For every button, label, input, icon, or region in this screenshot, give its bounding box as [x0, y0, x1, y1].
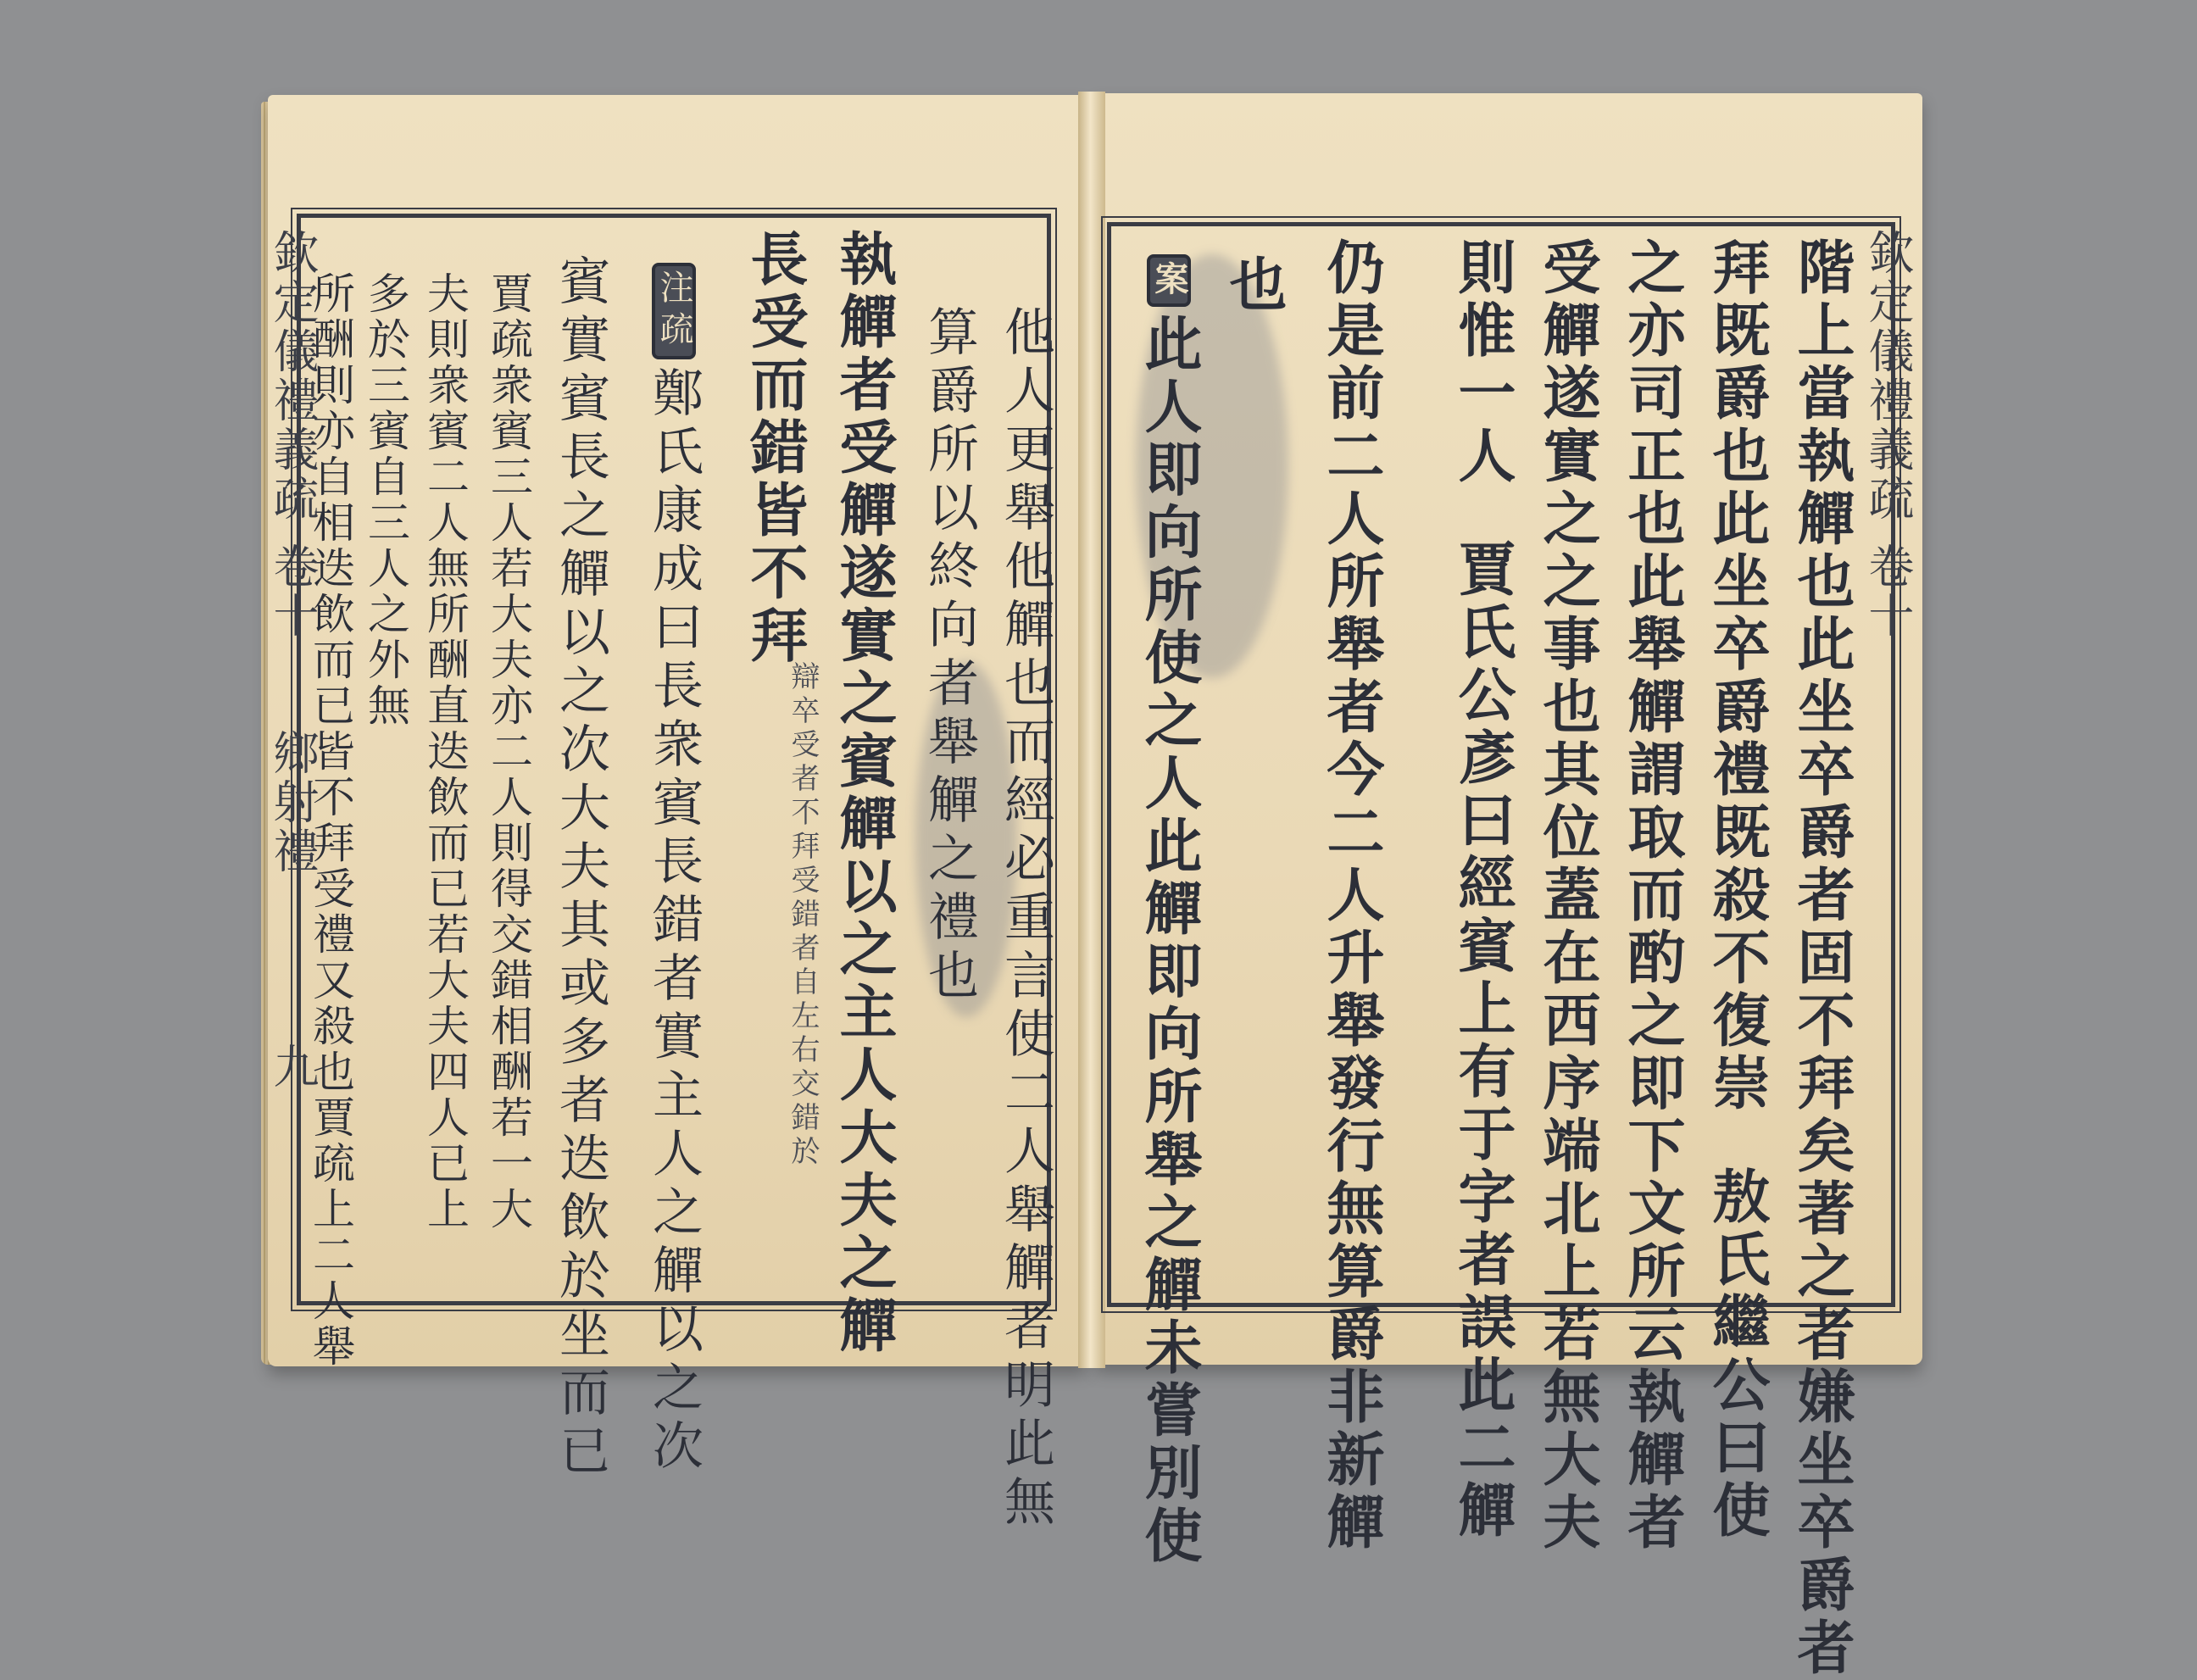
- commentary-column: 案此人即向所使之人此觶即向所舉之觶未嘗別使: [1140, 254, 1198, 1568]
- text-column: 賓實賓長之觶以之次大夫其或多者迭飲於坐而已: [551, 254, 610, 1483]
- commentary-column: 注疏鄭氏康成曰長衆賓長錯者實主人之觶以之次: [648, 263, 699, 1477]
- inline-note: 辯卒受者不拜受錯者自左右交錯於: [786, 661, 820, 1170]
- text-column: 所酬則亦自相迭飲而已皆不拜受禮又殺也賈疏上二人舉: [306, 271, 355, 1370]
- text-column: 他人更舉他觶也而經必重言使二人舉觶者明此無: [996, 305, 1055, 1533]
- text-column: 賈疏衆賓三人若大夫亦二人則得交錯相酬若一大: [484, 271, 533, 1232]
- annotation-badge: 注疏: [652, 263, 696, 359]
- text-column: 算爵所以終向者舉觶之禮也: [920, 305, 979, 1007]
- text-column: 也: [1220, 254, 1288, 317]
- text-column: 執觶者受觶遂實之賓觶以之主人大夫之觶: [830, 229, 898, 1358]
- text-column: 之亦司正也此舉觶謂取而酌之即下文所云執觶者: [1618, 237, 1686, 1555]
- margin-title: 欽定儀禮義疏: [266, 229, 320, 524]
- annotation-badge: 案: [1147, 254, 1191, 307]
- text-column: 仍是前二人所舉者今二人升舉發行無算爵非新觶: [1317, 237, 1385, 1555]
- book-spine: [1078, 92, 1105, 1368]
- chapter-label: 鄉射禮: [266, 729, 320, 876]
- text-column: 階上當執觶也此坐卒爵者固不拜矣著之者嫌坐卒爵者: [1788, 237, 1855, 1680]
- margin-title: 欽定儀禮義疏: [1861, 229, 1915, 524]
- text-column: 則惟一人賈氏公彥曰經賓上有于字者誤此二觶: [1449, 237, 1516, 1543]
- text-column: 受觶遂實之之事也其位蓋在西序端北上若無大夫: [1533, 237, 1601, 1555]
- text-column: 長受而錯皆不拜: [741, 229, 809, 668]
- text-column: 多於三賓自三人之外無: [361, 271, 410, 729]
- volume-label: 卷十: [266, 542, 320, 641]
- volume-label: 卷十: [1861, 542, 1915, 641]
- leaf-number: 九: [266, 1043, 320, 1092]
- text-column: 拜既爵也此坐卒爵禮既殺不復崇敖氏繼公曰使: [1703, 237, 1771, 1543]
- text-column: 夫則衆賓二人無所酬直迭飲而已若大夫四人已上: [420, 271, 470, 1232]
